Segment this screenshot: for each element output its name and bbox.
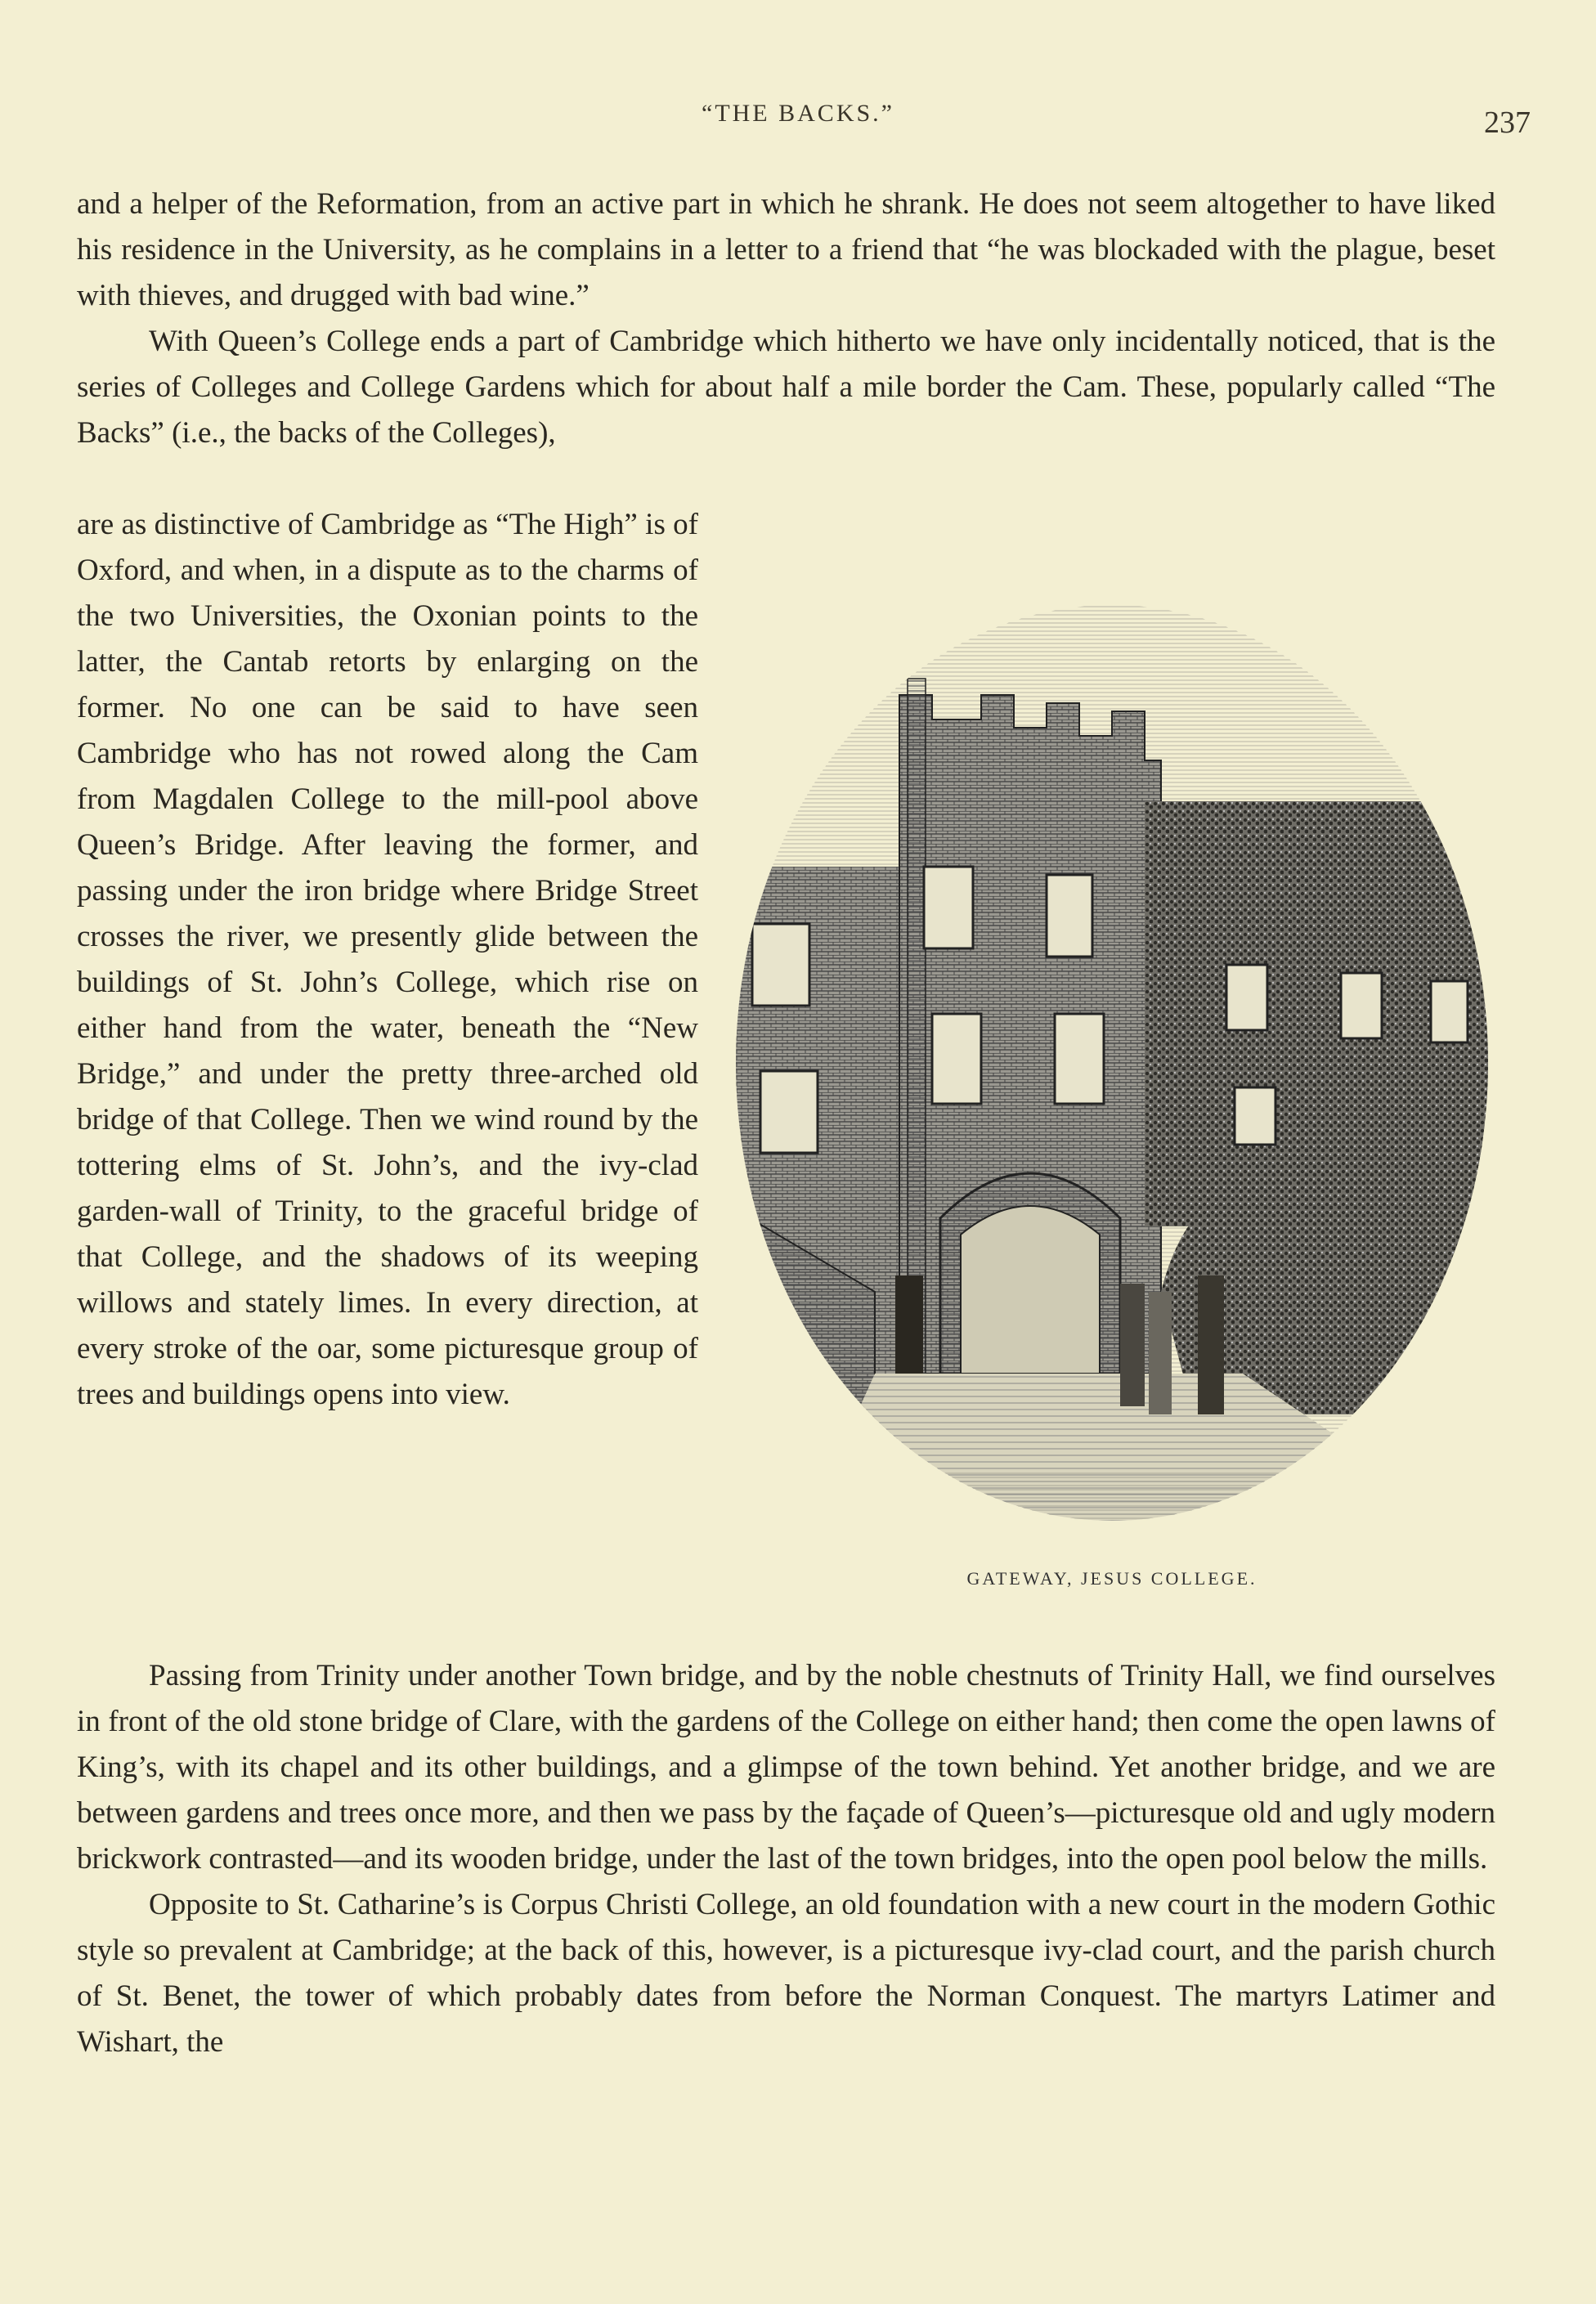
window xyxy=(924,867,973,948)
paragraph-3: Passing from Trinity under another Town bridge, and by the noble chestnuts of Trinity Hall, we find ourselves in front of the old stone bridge of Clare, with the gardens of the College on either hand; then come the open lawns of King’s, with its chapel and its other buildings, and a glimpse of the town behind. Yet another bridge, and we are between gardens and trees once more, and then we pass by the façade of Queen’s—picturesque old and ugly modern brickwork contrasted—and its wooden bridge, under the last of the town bridges, into the open pool below the mills. xyxy=(77,1659,1495,1876)
window xyxy=(1235,1087,1275,1145)
page-number: 237 xyxy=(1484,105,1531,140)
gateway-engraving xyxy=(736,556,1488,1562)
archway-opening xyxy=(961,1206,1100,1374)
window xyxy=(1055,1014,1104,1104)
window xyxy=(1047,875,1092,957)
text-block-bottom xyxy=(77,1653,1495,2065)
text-block-narrow xyxy=(77,502,698,1418)
text-block-top xyxy=(77,182,1495,456)
paragraph-2-continued: are as distinctive of Cambridge as “The High” is of Oxford, and when, in a dispute as to the charms of the two Universities, the Oxonian points to the latter, the Cantab retorts by enlarging on the former. No one can be said to have seen Cambridge who has not rowed along the Cam from Magdalen College to the mill-pool above Queen’s Bridge. After leaving the former, and passing under the iron bridge where Bridge Street crosses the river, we presently glide between the buildings of St. John’s College, which rise on either hand from the water, beneath the “New Bridge,” and under the pretty three-arched old bridge of that College. Then we wind round by the tottering elms of St. John’s, and the ivy-clad garden-wall of Trinity, to the graceful bridge of that College, and the shadows of its weeping willows and stately limes. In every direction, at every stroke of the oar, some picturesque group of trees and buildings opens into view. xyxy=(77,508,698,1411)
paragraph-2: With Queen’s College ends a part of Cambridge which hitherto we have only incidentally noticed, that is the series of Colleges and College Gardens which for about half a mile border the Cam. These, popularly called “The Backs” (i.e., the backs of the Colleges), xyxy=(77,325,1495,450)
window xyxy=(1431,981,1468,1042)
figure-lady xyxy=(1120,1284,1145,1406)
paragraph-4: Opposite to St. Catharine’s is Corpus Christi College, an old foundation with a new court in the modern Gothic style so prevalent at Cambridge; at the back of this, however, is a picturesque ivy-clad court, and the parish church of St. Benet, the tower of which probably dates from before the Norman Conquest. The martyrs Latimer and Wishart, the xyxy=(77,1888,1495,2059)
window xyxy=(752,924,809,1006)
window xyxy=(1226,965,1267,1030)
paragraph-1: and a helper of the Reformation, from an active part in which he shrank. He does not seem altogether to have liked his residence in the University, as he complains in a letter to a friend that “he was blockaded with the plague, beset with thieves, and drugged with bad wine.” xyxy=(77,187,1495,312)
window xyxy=(1341,973,1382,1038)
running-head: “THE BACKS.” xyxy=(702,100,894,127)
figure-gentleman xyxy=(895,1275,923,1374)
engraving-drawing xyxy=(736,556,1488,1562)
figure-man xyxy=(1198,1275,1224,1414)
window xyxy=(760,1071,818,1153)
figure-lady xyxy=(1149,1292,1172,1414)
figure-caption: GATEWAY, JESUS COLLEGE. xyxy=(966,1568,1258,1589)
tower-buttress xyxy=(908,679,926,1374)
window xyxy=(932,1014,981,1104)
ground-hatching xyxy=(736,1472,1488,1562)
